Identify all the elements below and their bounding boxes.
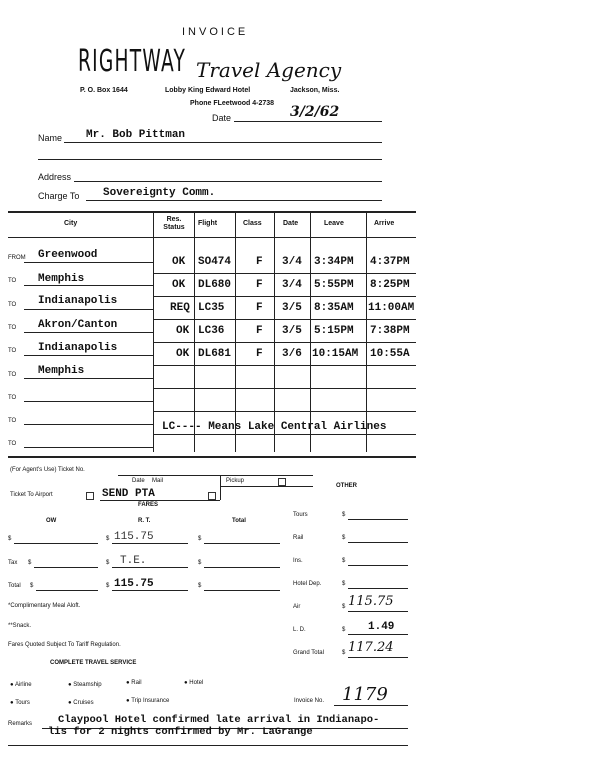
row-flight: LC35 — [198, 302, 225, 314]
ins-line — [348, 565, 408, 566]
service-steamship: ● Steamship — [68, 682, 102, 688]
agent-ticket-line — [118, 475, 313, 476]
col-divider-flight — [194, 212, 195, 452]
row-prefix: TO — [8, 441, 17, 447]
row-divider — [153, 388, 416, 389]
service-airline: ● Airline — [10, 682, 32, 688]
city-line — [24, 447, 153, 448]
tax-ow-line — [34, 567, 98, 568]
header-date: Date — [283, 220, 299, 227]
hotel-dep-currency: $ — [342, 581, 346, 587]
row-prefix: TO — [8, 325, 17, 331]
row-arrive: 11:00AM — [368, 302, 415, 314]
row-status: OK — [176, 325, 190, 337]
total-currency-total: $ — [198, 583, 202, 589]
name-line-2 — [38, 159, 382, 160]
fare-currency-rt: $ — [106, 536, 110, 542]
ticket-date-label: Date — [132, 478, 145, 484]
row-class: F — [256, 348, 263, 360]
row-prefix: TO — [8, 418, 17, 424]
grand-total-value: 117.24 — [348, 640, 394, 655]
row-city: Memphis — [38, 273, 85, 285]
header-arrive: Arrive — [374, 220, 395, 227]
air-currency: $ — [342, 604, 346, 610]
col-divider-status — [153, 212, 154, 452]
tax-total-line — [204, 567, 280, 568]
pickup-line — [220, 486, 313, 487]
tax-currency: $ — [28, 560, 32, 566]
row-city: Memphis — [38, 365, 85, 377]
brand-tagline: Travel Agency — [196, 58, 342, 82]
col-divider-arrive — [366, 212, 367, 452]
row-class: F — [256, 279, 263, 291]
ld-currency: $ — [342, 627, 346, 633]
ins-label: Ins. — [293, 558, 303, 564]
row-city: Greenwood — [38, 249, 98, 261]
charge-label: Charge To — [38, 191, 80, 201]
brand-logo: RIGHTWAY — [78, 44, 187, 79]
address-line — [74, 181, 382, 182]
row-leave: 5:55PM — [314, 279, 354, 291]
row-divider — [153, 296, 416, 297]
fare-currency-total: $ — [198, 536, 202, 542]
hotel-dep-line — [348, 588, 408, 589]
name-value: Mr. Bob Pittman — [86, 129, 186, 141]
total-ow-line — [36, 590, 98, 591]
city-line — [24, 378, 153, 379]
header-city: City — [64, 220, 78, 227]
remarks-line-2: lis for 2 nights confirmed by Mr. LaGrange — [48, 726, 313, 738]
fares-col-rt: R. T. — [138, 518, 151, 524]
row-prefix: TO — [8, 302, 17, 308]
date-value: 3/2/62 — [290, 104, 340, 120]
tours-line — [348, 519, 408, 520]
pickup-checkbox[interactable] — [278, 478, 286, 486]
address-label: Address — [38, 172, 72, 182]
row-prefix: TO — [8, 278, 17, 284]
row-city: Indianapolis — [38, 295, 118, 307]
tax-label: Tax — [8, 560, 18, 566]
ticket-mail-label: Mail — [152, 478, 164, 484]
ld-value: 1.49 — [368, 621, 395, 633]
meal-note: *Complimentary Meal Aloft. — [8, 603, 81, 609]
row-class: F — [256, 302, 263, 314]
row-date: 3/4 — [282, 256, 302, 268]
row-leave: 5:15PM — [314, 325, 354, 337]
tax-rt-value: T.E. — [120, 555, 147, 567]
col-divider-date — [274, 212, 275, 452]
row-arrive: 7:38PM — [370, 325, 410, 337]
service-tours: ● Tours — [10, 700, 30, 706]
city-line — [24, 262, 153, 263]
row-divider — [153, 342, 416, 343]
total-rt-value: 115.75 — [114, 578, 154, 590]
ticket-pickup-label: Pickup — [226, 478, 245, 484]
fare-total-line — [204, 543, 280, 544]
col-divider-leave — [310, 212, 311, 452]
row-divider — [153, 319, 416, 320]
rail-currency: $ — [342, 535, 346, 541]
tariff-note: Fares Quoted Subject To Tariff Regulation. — [8, 642, 121, 648]
fare-ow-line — [14, 543, 98, 544]
row-prefix: TO — [8, 372, 17, 378]
row-status: OK — [176, 348, 190, 360]
address-hotel: Lobby King Edward Hotel — [165, 87, 251, 94]
row-prefix: TO — [8, 395, 17, 401]
row-prefix: TO — [8, 348, 17, 354]
row-arrive: 8:25PM — [370, 279, 410, 291]
row-leave: 8:35AM — [314, 302, 354, 314]
tours-label: Tours — [293, 512, 308, 518]
header-res-status: Res. Status — [163, 216, 185, 231]
snack-note: **Snack. — [8, 623, 32, 629]
rail-label: Rail — [293, 535, 304, 541]
row-flight: DL680 — [198, 279, 232, 291]
mail-checkbox[interactable] — [208, 492, 216, 500]
grand-total-currency: $ — [342, 650, 346, 656]
air-line — [348, 611, 408, 612]
city-line — [24, 355, 153, 356]
date-label: Date — [212, 113, 232, 123]
tax-currency-total: $ — [198, 560, 202, 566]
address-city: Jackson, Miss. — [290, 87, 340, 94]
invoice-no-label: Invoice No. — [294, 698, 325, 704]
row-leave: 10:15AM — [312, 348, 359, 360]
hotel-dep-label: Hotel Dep. — [293, 581, 322, 587]
air-value: 115.75 — [348, 594, 394, 609]
ld-label: L. D. — [293, 627, 306, 633]
fare-currency: $ — [8, 536, 12, 542]
header-leave: Leave — [324, 220, 344, 227]
service-hotel: ● Hotel — [184, 680, 204, 686]
row-flight: DL681 — [198, 348, 232, 360]
row-date: 3/6 — [282, 348, 302, 360]
tours-currency: $ — [342, 512, 346, 518]
pickup-divider — [220, 476, 221, 500]
total-currency: $ — [30, 583, 34, 589]
invoice-title: INVOICE — [182, 26, 249, 38]
city-line — [24, 332, 153, 333]
table-top-border — [8, 211, 416, 213]
row-flight: SO474 — [198, 256, 232, 268]
city-line — [24, 309, 153, 310]
tax-rt-line — [112, 567, 188, 568]
row-divider — [153, 365, 416, 366]
agent-ticket-label: (For Agent's Use) Ticket No. — [10, 467, 85, 473]
service-heading: COMPLETE TRAVEL SERVICE — [50, 660, 137, 666]
invoice-no-value: 1179 — [342, 684, 388, 705]
airport-checkbox[interactable] — [86, 492, 94, 500]
row-date: 3/5 — [282, 302, 302, 314]
service-trip-insurance: ● Trip Insurance — [126, 698, 170, 704]
row-city: Akron/Canton — [38, 319, 118, 331]
row-divider — [153, 411, 416, 412]
total-label: Total — [8, 583, 21, 589]
row-arrive: 10:55A — [370, 348, 410, 360]
row-status: REQ — [170, 302, 190, 314]
ld-line — [348, 634, 408, 635]
row-class: F — [256, 325, 263, 337]
air-label: Air — [293, 604, 301, 610]
fare-rt-line — [112, 543, 188, 544]
row-class: F — [256, 256, 263, 268]
service-rail: ● Rail — [126, 680, 142, 686]
other-heading: OTHER — [336, 483, 357, 489]
remarks-line-2-rule — [8, 745, 408, 746]
row-prefix: FROM — [8, 255, 26, 261]
total-rt-line — [112, 590, 188, 591]
table-bottom-border — [8, 456, 416, 458]
table-header-border — [8, 237, 416, 238]
service-cruises: ● Cruises — [68, 700, 94, 706]
fares-heading: FARES — [138, 502, 159, 508]
airport-label: Ticket To Airport — [10, 492, 53, 498]
itinerary-note: LC---- Means Lake Central Airlines — [162, 421, 387, 433]
row-arrive: 4:37PM — [370, 256, 410, 268]
remarks-line-1: Claypool Hotel confirmed late arrival in Indianapo- — [58, 714, 380, 726]
row-flight: LC36 — [198, 325, 225, 337]
row-date: 3/4 — [282, 279, 302, 291]
phone: Phone FLeetwood 4-2738 — [190, 100, 275, 107]
fares-col-ow: OW — [46, 518, 57, 524]
invoice-no-line — [334, 705, 408, 706]
header-flight: Flight — [198, 220, 218, 227]
remarks-label: Remarks — [8, 721, 33, 727]
name-label: Name — [38, 133, 63, 143]
airport-value: SEND PTA — [102, 488, 155, 500]
header-class: Class — [243, 220, 262, 227]
charge-line — [86, 200, 382, 201]
grand-total-line — [348, 657, 408, 658]
rail-line — [348, 542, 408, 543]
address-po: P. O. Box 1644 — [80, 87, 128, 94]
col-divider-class — [235, 212, 236, 452]
name-line — [64, 142, 382, 143]
charge-value: Sovereignty Comm. — [103, 187, 216, 199]
row-city: Indianapolis — [38, 342, 118, 354]
airport-line — [100, 500, 220, 501]
total-total-line — [204, 590, 280, 591]
row-status: OK — [172, 279, 186, 291]
total-currency-rt: $ — [106, 583, 110, 589]
row-leave: 3:34PM — [314, 256, 354, 268]
row-date: 3/5 — [282, 325, 302, 337]
city-line — [24, 285, 153, 286]
row-status: OK — [172, 256, 186, 268]
grand-total-label: Grand Total — [293, 650, 324, 656]
row-divider — [153, 434, 416, 435]
row-divider — [153, 273, 416, 274]
tax-currency-rt: $ — [106, 560, 110, 566]
date-line — [234, 121, 382, 122]
fare-rt-value: 115.75 — [114, 531, 154, 543]
fares-col-total: Total — [232, 518, 246, 524]
city-line — [24, 424, 153, 425]
ins-currency: $ — [342, 558, 346, 564]
city-line — [24, 401, 153, 402]
